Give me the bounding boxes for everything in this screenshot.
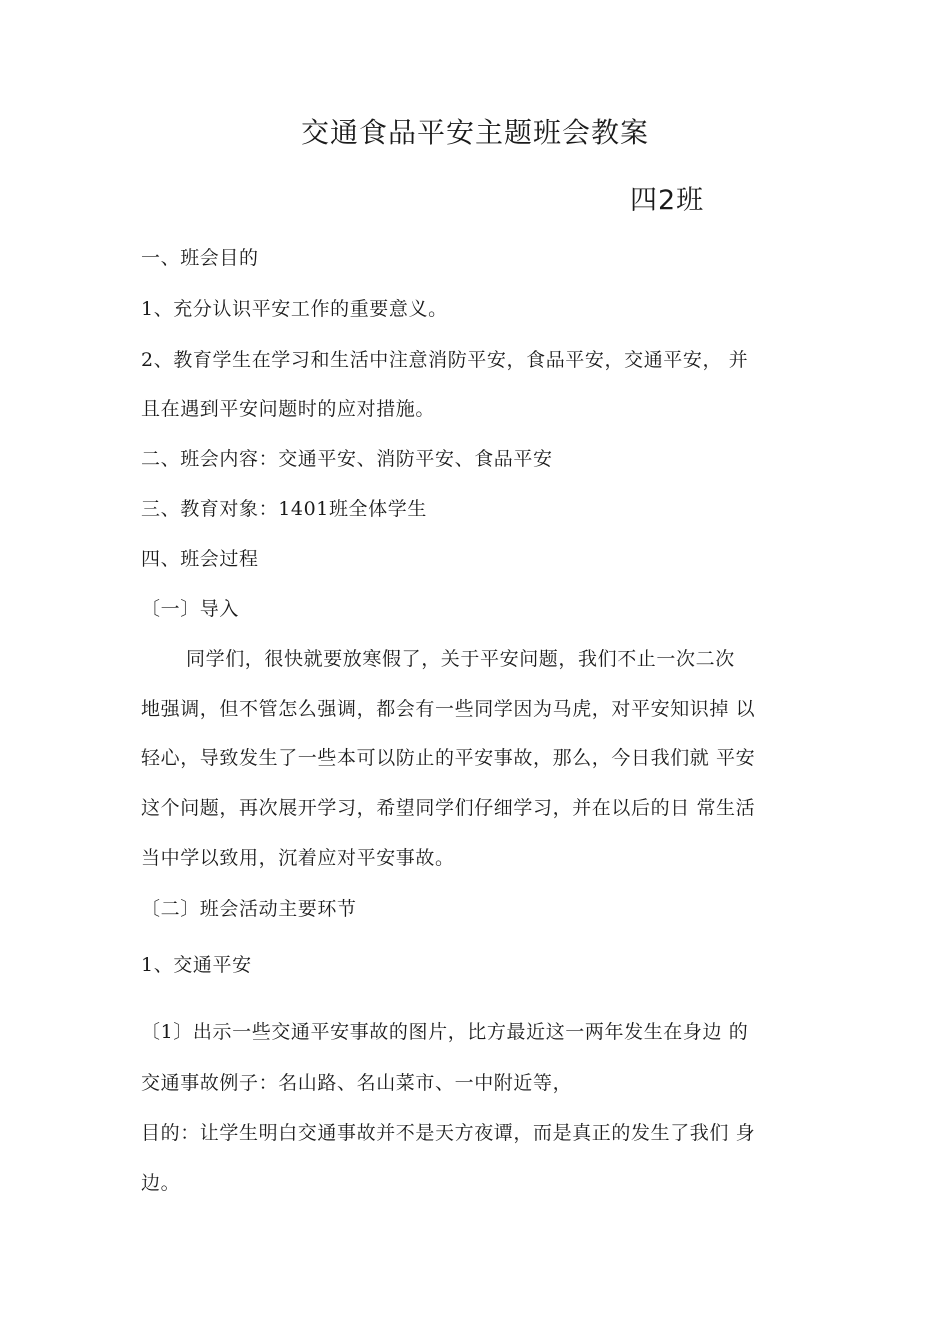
heading-process: 四、班会过程 [141, 548, 259, 570]
purpose-item-1: 1、充分认识平安工作的重要意义。 [141, 298, 448, 320]
intro-paragraph-line-4: 这个问题，再次展开学习，希望同学们仔细学习，并在以后的日 常生活 [141, 797, 756, 819]
activity-step-1-line-1: 〔1〕出示一些交通平安事故的图片，比方最近这一两年发生在身边 的 [141, 1021, 749, 1043]
subheading-intro: 〔一〕导入 [141, 598, 240, 620]
class-label: 四2班 [630, 185, 705, 216]
activity-step-1-line-2: 交通事故例子：名山路、名山菜市、一中附近等， [141, 1072, 573, 1094]
intro-paragraph-line-2: 地强调，但不管怎么强调，都会有一些同学因为马虎，对平安知识掉 以 [141, 698, 756, 720]
intro-paragraph-line-5: 当中学以致用，沉着应对平安事故。 [141, 847, 455, 869]
document-title: 交通食品平安主题班会教案 [300, 116, 649, 149]
purpose-item-2-line-2: 且在遇到平安问题时的应对措施。 [141, 398, 436, 420]
purpose-item-2-line-1: 2、教育学生在学习和生活中注意消防平安，食品平安，交通平安， 并 [141, 349, 749, 371]
heading-content: 二、班会内容：交通平安、消防平安、食品平安 [141, 448, 553, 470]
activity-traffic-safety: 1、交通平安 [141, 954, 252, 976]
heading-audience: 三、教育对象：1401班全体学生 [141, 498, 427, 520]
activity-goal-line-1: 目的：让学生明白交通事故并不是天方夜谭，而是真正的发生了我们 身 [141, 1122, 756, 1144]
activity-goal-line-2: 边。 [141, 1172, 181, 1194]
heading-purpose: 一、班会目的 [141, 247, 259, 269]
intro-paragraph-line-3: 轻心，导致发生了一些本可以防止的平安事故，那么，今日我们就 平安 [141, 747, 756, 769]
intro-paragraph-line-1: 同学们，很快就要放寒假了，关于平安问题，我们不止一次二次 [186, 648, 735, 670]
subheading-activities: 〔二〕班会活动主要环节 [141, 898, 357, 920]
